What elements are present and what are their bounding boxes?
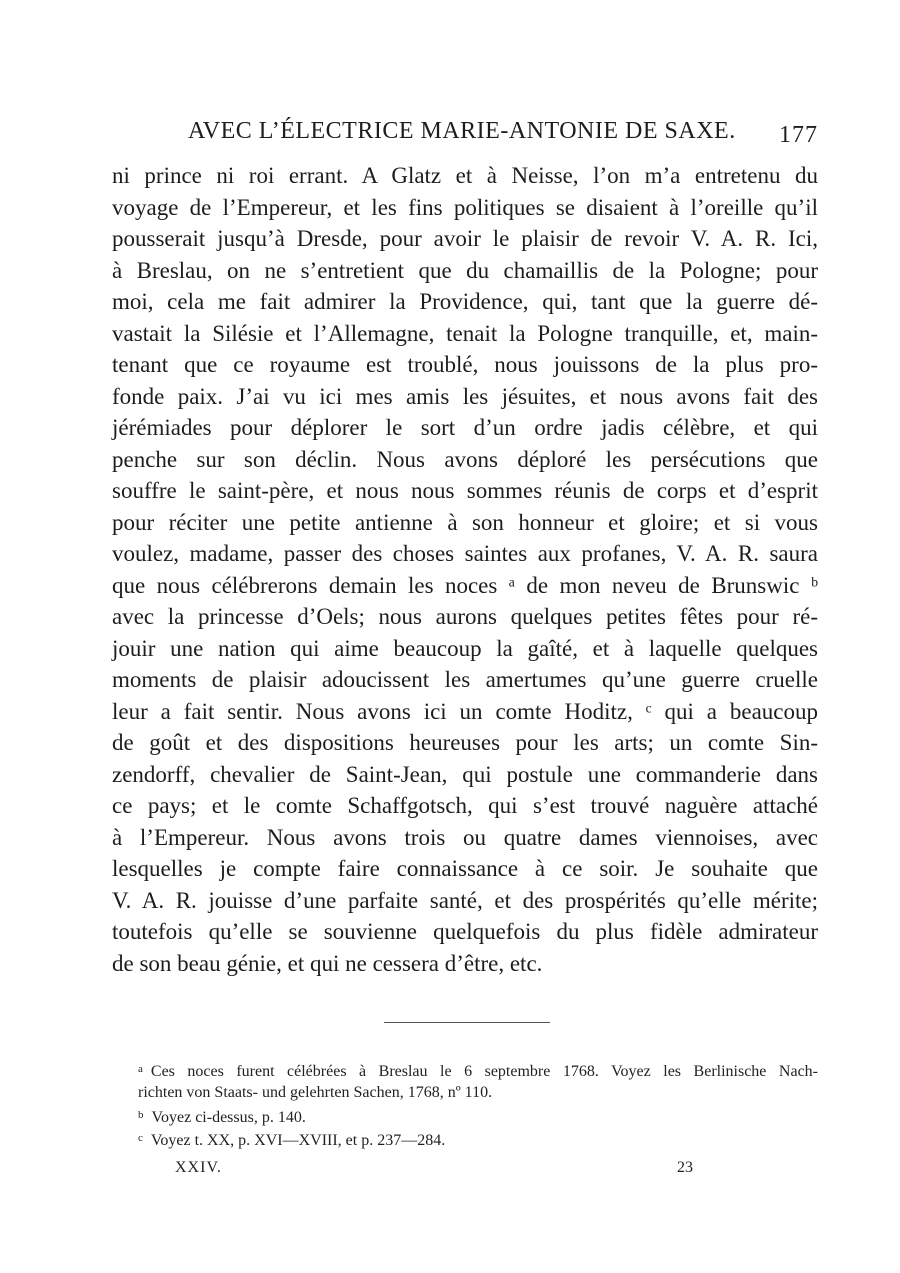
footnote-divider bbox=[384, 1022, 550, 1023]
footnote-mark: c bbox=[138, 1132, 143, 1144]
body-line: jérémiades pour déplorer le sort d’un ordre jadis célèbre, et qui bbox=[112, 415, 818, 440]
body-line: penche sur son déclin. Nous avons déploré les persécutions que bbox=[112, 446, 818, 472]
body-line: avec la princesse d’Oels; nous aurons quelques petites fêtes pour ré- bbox=[112, 604, 818, 629]
body-line: zendorff, chevalier de Saint-Jean, qui postule une commanderie dans bbox=[112, 761, 818, 787]
body-line: toutefois qu’elle se souvienne quelquefois du plus fidèle admirateur bbox=[112, 919, 818, 944]
body-line: voyage de l’Empereur, et les fins politiques se disaient à l’oreille qu’il bbox=[112, 194, 818, 220]
footnote-text: Voyez t. XX, p. XVI—XVIII, et p. 237—284. bbox=[150, 1132, 446, 1149]
body-line: de goût et des dispositions heureuses pour les arts; un comte Sin- bbox=[112, 730, 818, 755]
page-footer bbox=[175, 1159, 693, 1181]
body-line: moi, cela me fait admirer la Providence, qui, tant que la guerre dé- bbox=[112, 289, 818, 314]
running-head bbox=[112, 118, 818, 148]
footnote-a-continuation: richten von Staats- und gelehrten Sachen, 1768, nº 110. bbox=[138, 1084, 493, 1101]
footnote-text: Ces noces furent célébrées à Breslau le 6 septembre 1768. Voyez les Berlinische Nach- bbox=[150, 1063, 818, 1080]
letter-body bbox=[112, 160, 818, 979]
footnote-mark: b bbox=[138, 1109, 144, 1121]
footnote-mark: a bbox=[138, 1063, 143, 1075]
body-line: fonde paix. J’ai vu ici mes amis les jésuites, et nous avons fait des bbox=[112, 383, 818, 409]
footnote-b bbox=[112, 1104, 818, 1127]
body-line: vastait la Silésie et l’Allemagne, tenait la Pologne tranquille, et, main- bbox=[112, 320, 818, 346]
body-line: de son beau génie, et qui ne cessera d’être, etc. bbox=[112, 950, 543, 976]
body-line: tenant que ce royaume est troublé, nous jouissons de la plus pro- bbox=[112, 352, 818, 377]
signature-mark: XXIV. bbox=[175, 1159, 222, 1176]
body-line: lesquelles je compte faire connaissance à ce soir. Je souhaite que bbox=[112, 856, 818, 881]
body-line: pousserait jusqu’à Dresde, pour avoir le plaisir de revoir V. A. R. Ici, bbox=[112, 226, 818, 251]
running-head-title: AVEC L’ÉLECTRICE MARIE-ANTONIE DE SAXE. bbox=[188, 118, 736, 144]
body-line: V. A. R. jouisse d’une parfaite santé, et des prospérités qu’elle mérite; bbox=[112, 887, 818, 913]
body-line: à l’Empereur. Nous avons trois ou quatre dames viennoises, avec bbox=[112, 824, 818, 850]
footnote-a bbox=[112, 1058, 818, 1081]
body-line: leur a fait sentir. Nous avons ici un comte Hoditz, ᶜ qui a beaucoup bbox=[112, 698, 818, 724]
folio-number: 23 bbox=[677, 1159, 693, 1176]
footnote-c bbox=[112, 1127, 818, 1150]
footnotes bbox=[112, 1058, 818, 1150]
body-line: ni prince ni roi errant. A Glatz et à Neisse, l’on m’a entretenu du bbox=[112, 163, 818, 188]
body-line: pour réciter une petite antienne à son honneur et gloire; et si vous bbox=[112, 509, 818, 535]
page-number: 177 bbox=[779, 122, 818, 148]
body-line: souffre le saint-père, et nous nous sommes réunis de corps et d’esprit bbox=[112, 478, 818, 503]
body-line: jouir une nation qui aime beaucoup la gaîté, et à laquelle quelques bbox=[112, 635, 818, 661]
body-line: voulez, madame, passer des choses saintes aux profanes, V. A. R. saura bbox=[112, 541, 818, 566]
body-line: à Breslau, on ne s’entretient que du chamaillis de la Pologne; pour bbox=[112, 257, 818, 283]
body-line: moments de plaisir adoucissent les amertumes qu’une guerre cruelle bbox=[112, 667, 818, 692]
body-line: ce pays; et le comte Schaffgotsch, qui s’est trouvé naguère attaché bbox=[112, 793, 818, 818]
body-line: que nous célébrerons demain les noces ᵃ de mon neveu de Brunswic ᵇ bbox=[112, 572, 818, 598]
footnote-text: Voyez ci-dessus, p. 140. bbox=[151, 1109, 306, 1126]
